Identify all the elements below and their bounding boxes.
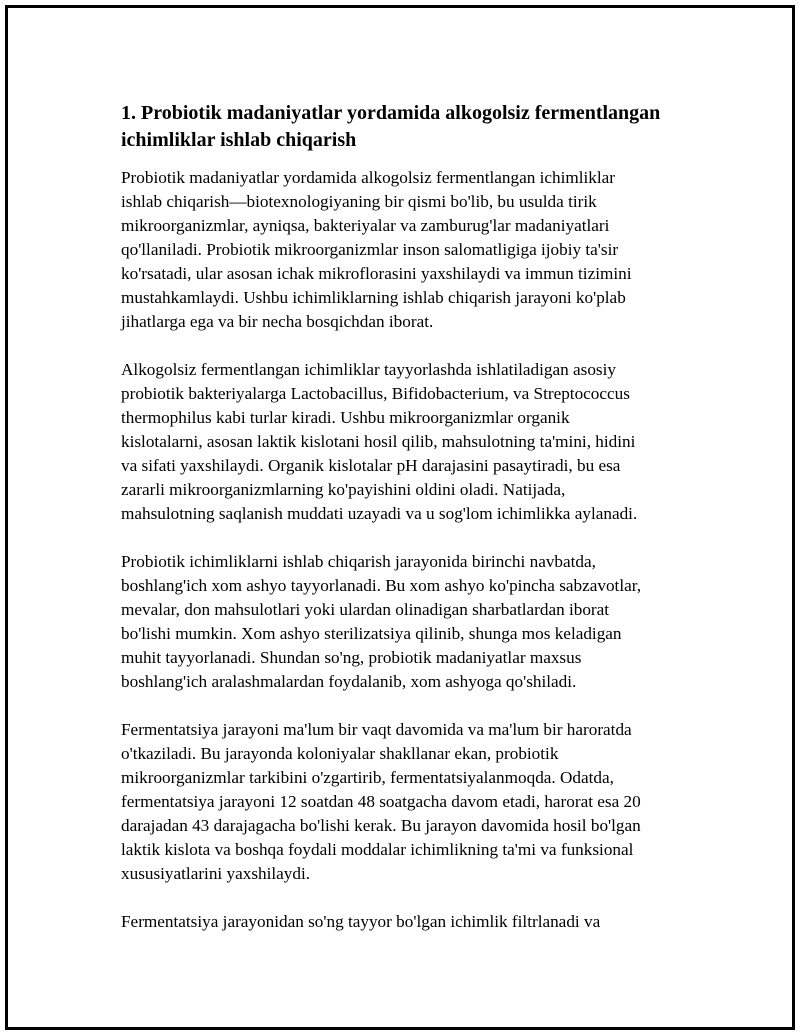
paragraph-filtration: Fermentatsiya jarayonidan so'ng tayyor bo'lgan ichimlik filtrlanadi va [121, 912, 601, 931]
paragraph-bacteria: Alkogolsiz fermentlangan ichimliklar tayyorlashda ishlatiladigan asosiy probiotik bakteriyalarga Lactobacillus, Bifidobacterium, va Streptococcus thermophilus kabi turlar kiradi. Ushbu mikroorganizmlar organik kislotalarni, asosan laktik kislotani hosil qilib, mahsulotning ta'mini, hidini va sifati yaxshilaydi. Organik kislotalar pH darajasini pasaytiradi, bu esa zararli mikroorganizmlarning ko'payishini oldini oladi. Natijada, mahsulotning saqlanish muddati uzayadi va u sog'lom ichimlikka aylanadi. [121, 360, 638, 523]
page-frame [5, 5, 795, 1030]
paragraph-raw-material: Probiotik ichimliklarni ishlab chiqarish jarayonida birinchi navbatda, boshlang'ich xom ashyo tayyorlanadi. Bu xom ashyo ko'pincha sabzavotlar, mevalar, don mahsulotlari yoki ulardan olinadigan sharbatlardan iborat bo'lishi mumkin. Xom ashyo sterilizatsiya qilinib, shunga mos keladigan muhit tayyorlanadi. Shundan so'ng, probiotik madaniyatlar maxsus boshlang'ich aralashmalardan foydalanib, xom ashyoga qo'shiladi. [121, 552, 642, 691]
document-body [121, 100, 696, 958]
document-title: 1. Probiotik madaniyatlar yordamida alkogolsiz fermentlangan ichimliklar ishlab chiqarish [121, 102, 661, 151]
paragraph-intro: Probiotik madaniyatlar yordamida alkogolsiz fermentlangan ichimliklar ishlab chiqarish—biotexnologiyaning bir qismi bo'lib, bu usulda tirik mikroorganizmlar, ayniqsa, bakteriyalar va zamburug'lar madaniyatlari qo'llaniladi. Probiotik mikroorganizmlar inson salomatligiga ijobiy ta'sir ko'rsatadi, ular asosan ichak mikroflorasini yaxshilaydi va immun tizimini mustahkamlaydi. Ushbu ichimliklarning ishlab chiqarish jarayoni ko'plab jihatlarga ega va bir necha bosqichdan iborat. [121, 168, 632, 331]
paragraph-fermentation: Fermentatsiya jarayoni ma'lum bir vaqt davomida va ma'lum bir haroratda o'tkaziladi. Bu jarayonda koloniyalar shakllanar ekan, probiotik mikroorganizmlar tarkibini o'zgartirib, fermentatsiyalanmoqda. Odatda, fermentatsiya jarayoni 12 soatdan 48 soatgacha davom etadi, harorat esa 20 darajadan 43 darajagacha bo'lishi kerak. Bu jarayon davomida hosil bo'lgan laktik kislota va boshqa foydali moddalar ichimlikning ta'mi va funksional xususiyatlarini yaxshilaydi. [121, 720, 641, 883]
